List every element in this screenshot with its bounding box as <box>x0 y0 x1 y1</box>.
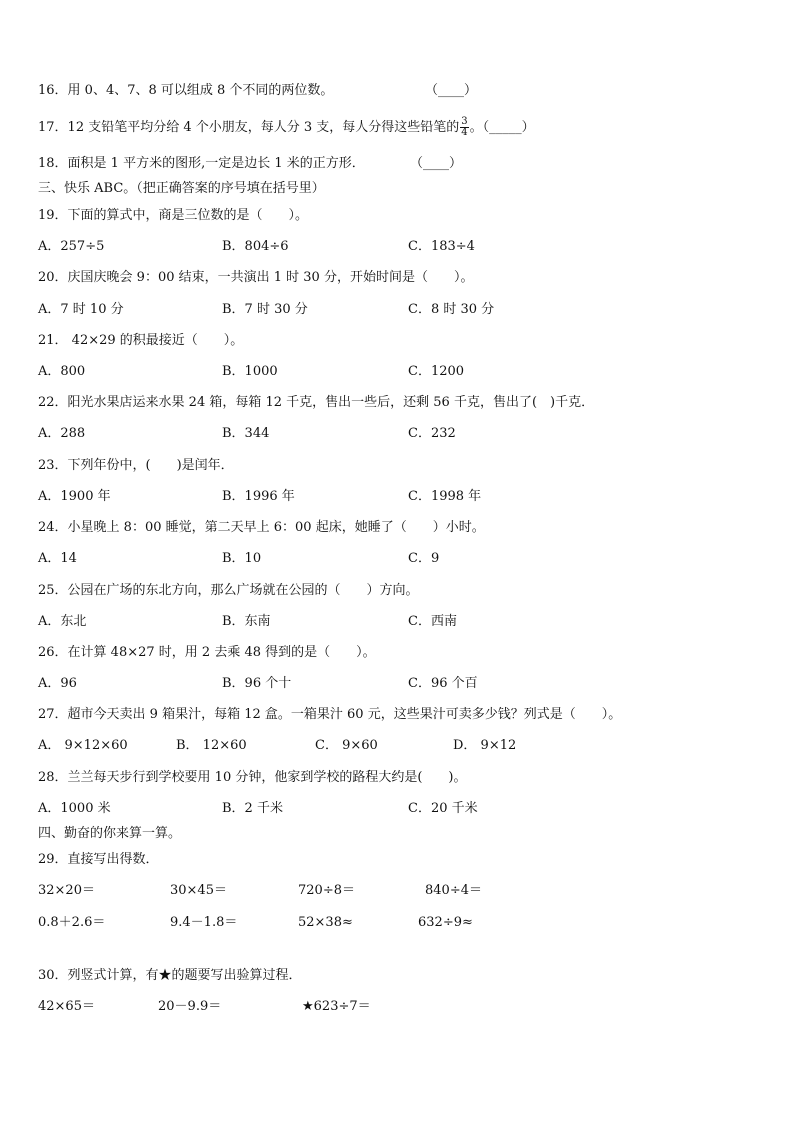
q28-option-c[interactable]: C．20 千米 <box>408 801 478 816</box>
question-17 <box>38 117 535 138</box>
question-20-text: 20．庆国庆晚会 9：00 结束，一共演出 1 时 30 分，开始时间是（ ）。 <box>38 270 474 285</box>
question-18-text: 18．面积是 1 平方米的图形,一定是边长 1 米的正方形． <box>38 156 365 171</box>
q23-option-a[interactable]: A．1900 年 <box>38 489 111 504</box>
question-22-text: 22．阳光水果店运来水果 24 箱，每箱 12 千克，售出一些后，还剩 56 千克，售出了( )千克． <box>38 395 595 410</box>
q27-option-d[interactable]: D． 9×12 <box>453 738 517 753</box>
q22-option-a[interactable]: A．288 <box>38 426 86 441</box>
q19-option-c[interactable]: C．183÷4 <box>408 239 475 254</box>
q27-option-b[interactable]: B． 12×60 <box>176 738 247 753</box>
q25-option-c[interactable]: C．西南 <box>408 614 457 629</box>
question-21-text: 21． 42×29 的积最接近（ ）。 <box>38 333 244 348</box>
question-17-answer-blank[interactable]: 。（_____） <box>469 120 535 135</box>
q20-option-c[interactable]: C．8 时 30 分 <box>408 302 495 317</box>
q29-calc-7[interactable]: 52×38≈ <box>298 915 353 930</box>
section-4-heading: 四、勤奋的你来算一算。 <box>38 826 182 841</box>
q22-option-c[interactable]: C．232 <box>408 426 456 441</box>
q28-option-a[interactable]: A．1000 米 <box>38 801 111 816</box>
q27-option-c[interactable]: C． 9×60 <box>315 738 378 753</box>
q20-option-b[interactable]: B．7 时 30 分 <box>222 302 308 317</box>
q29-calc-5[interactable]: 0.8＋2.6＝ <box>38 915 106 930</box>
question-30-text: 30．列竖式计算，有★的题要写出验算过程． <box>38 968 302 983</box>
question-16 <box>38 82 333 100</box>
question-19-text: 19．下面的算式中，商是三位数的是（ ）。 <box>38 208 309 223</box>
question-28-text: 28．兰兰每天步行到学校要用 10 分钟，他家到学校的路程大约是( )。 <box>38 770 467 785</box>
q29-calc-1[interactable]: 32×20＝ <box>38 883 95 898</box>
section-3-heading: 三、快乐 ABC。（把正确答案的序号填在括号里） <box>38 181 325 196</box>
question-26-text: 26．在计算 48×27 时，用 2 去乘 48 得到的是（ ）。 <box>38 645 376 660</box>
q21-option-c[interactable]: C．1200 <box>408 364 465 379</box>
q29-calc-4[interactable]: 840÷4＝ <box>425 883 482 898</box>
question-16-answer-blank[interactable]: （____） <box>425 83 478 98</box>
q26-option-c[interactable]: C．96 个百 <box>408 676 478 691</box>
question-25-text: 25．公园在广场的东北方向，那么广场就在公园的（ ）方向。 <box>38 583 419 598</box>
q29-calc-3[interactable]: 720÷8＝ <box>298 883 355 898</box>
q29-calc-6[interactable]: 9.4－1.8＝ <box>170 915 238 930</box>
q27-option-a[interactable]: A． 9×12×60 <box>38 738 128 753</box>
q24-option-c[interactable]: C．9 <box>408 551 440 566</box>
q30-calc-1[interactable]: 42×65＝ <box>38 999 95 1014</box>
q30-calc-2[interactable]: 20－9.9＝ <box>158 999 222 1014</box>
q24-option-b[interactable]: B．10 <box>222 551 262 566</box>
q22-option-b[interactable]: B．344 <box>222 426 270 441</box>
question-29-text: 29．直接写出得数． <box>38 852 159 867</box>
question-24-text: 24．小星晚上 8：00 睡觉，第二天早上 6：00 起床，她睡了（ ）小时。 <box>38 520 485 535</box>
question-23-text: 23．下列年份中，( )是闰年． <box>38 458 234 473</box>
question-16-text: 16．用 0、4、7、8 可以组成 8 个不同的两位数。 <box>38 83 334 98</box>
question-17-text: 17．12 支铅笔平均分给 4 个小朋友，每人分 3 支，每人分得这些铅笔的 <box>38 120 460 135</box>
q21-option-a[interactable]: A．800 <box>38 364 86 379</box>
q25-option-a[interactable]: A．东北 <box>38 614 87 629</box>
q19-option-b[interactable]: B．804÷6 <box>222 239 289 254</box>
q26-option-b[interactable]: B．96 个十 <box>222 676 292 691</box>
q25-option-b[interactable]: B．东南 <box>222 614 271 629</box>
q30-calc-3[interactable]: ★623÷7＝ <box>302 999 371 1014</box>
q23-option-c[interactable]: C．1998 年 <box>408 489 482 504</box>
q28-option-b[interactable]: B．2 千米 <box>222 801 283 816</box>
q29-calc-2[interactable]: 30×45＝ <box>170 883 227 898</box>
q24-option-a[interactable]: A．14 <box>38 551 77 566</box>
q20-option-a[interactable]: A．7 时 10 分 <box>38 302 124 317</box>
q26-option-a[interactable]: A．96 <box>38 676 77 691</box>
q21-option-b[interactable]: B．1000 <box>222 364 278 379</box>
q29-calc-8[interactable]: 632÷9≈ <box>418 915 473 930</box>
fraction-three-quarters: $\frac{3}{4}$ <box>461 116 468 138</box>
q19-option-a[interactable]: A．257÷5 <box>38 239 105 254</box>
q23-option-b[interactable]: B．1996 年 <box>222 489 295 504</box>
question-18 <box>38 155 365 173</box>
question-18-answer-blank[interactable]: （____） <box>410 156 463 171</box>
question-27-text: 27．超市今天卖出 9 箱果汁，每箱 12 盒。一箱果汁 60 元，这些果汁可卖多少钱？列式是（ ）。 <box>38 707 622 722</box>
